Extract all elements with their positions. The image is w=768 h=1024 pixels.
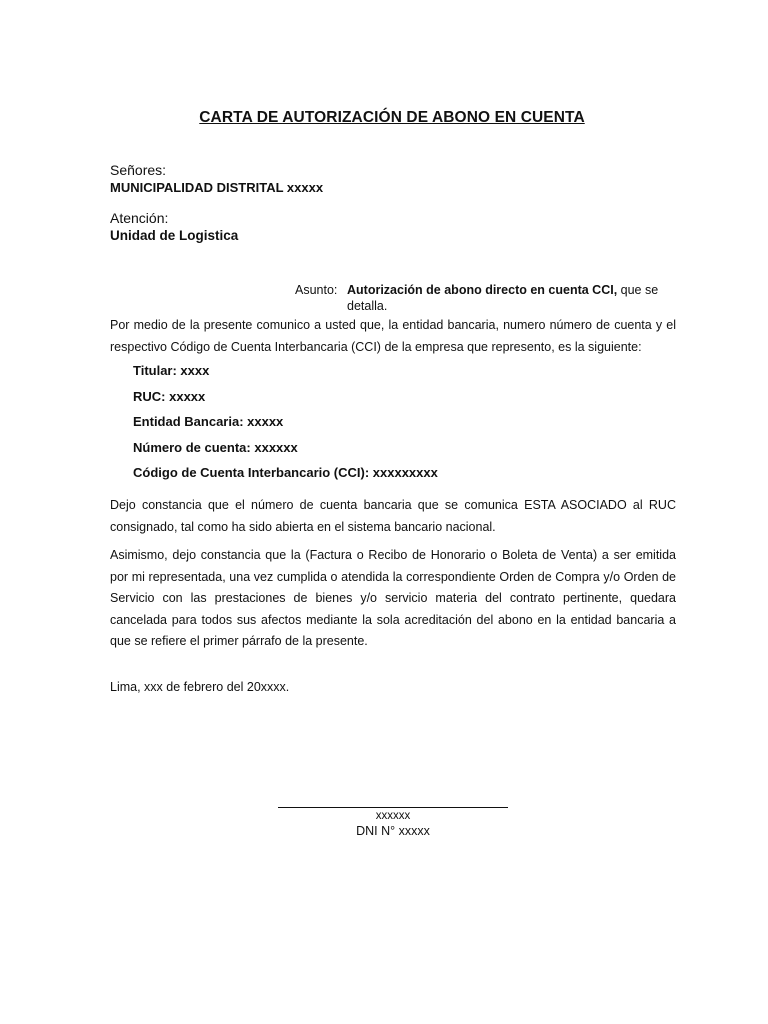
- detail-ruc: RUC: xxxxx: [133, 388, 206, 404]
- asunto-bold-text: Autorización de abono directo en cuenta CCI,: [347, 283, 618, 297]
- signature-line: [278, 807, 508, 808]
- asunto-rest-text: que se detalla.: [347, 283, 659, 313]
- account-details-list: [133, 362, 438, 490]
- senores-label: Señores:: [110, 162, 167, 178]
- ruc-paragraph: Dejo constancia que el número de cuenta bancaria que se comunica ESTA ASOCIADO al RUC consignado, tal como ha sido abierta en el sistema bancario nacional.: [110, 498, 676, 534]
- subject-row: [295, 282, 675, 314]
- recipient-block: [110, 161, 323, 197]
- asunto-value: [347, 282, 675, 314]
- atencion-value: Unidad de Logistica: [110, 228, 239, 243]
- detail-entidad-bancaria: Entidad Bancaria: xxxxx: [133, 414, 284, 429]
- letter-date: Lima, xxx de febrero del 20xxxx.: [110, 680, 290, 694]
- signature-dni: DNI N° xxxxx: [356, 824, 430, 838]
- signature-name: xxxxxx: [375, 810, 411, 822]
- attention-block: [110, 209, 238, 245]
- letter-title: CARTA DE AUTORIZACIÓN DE ABONO EN CUENTA: [199, 109, 585, 126]
- senores-value: MUNICIPALIDAD DISTRITAL xxxxx: [110, 180, 324, 195]
- billing-paragraph: Asimismo, dejo constancia que la (Factura o Recibo de Honorario o Boleta de Venta) a ser emitida por mi representada, una vez cumplida o atendida la correspondiente Orden de Compra y/o Orden de Servicio con las prestaciones de bienes y/o servicio materia del contrato pertinente, quedara cancelada para todos sus afectos mediante la sola acreditación del abono en la entidad bancaria a que se refiere el primer párrafo de la presente.: [110, 548, 676, 648]
- intro-paragraph: Por medio de la presente comunico a usted que, la entidad bancaria, numero número de cuenta y el respectivo Código de Cuenta Interbancaria (CCI) de la empresa que represento, es la siguiente:: [110, 318, 676, 354]
- asunto-label: Asunto:: [295, 283, 338, 297]
- atencion-label: Atención:: [110, 210, 169, 226]
- detail-titular: Titular: xxxx: [133, 363, 210, 378]
- detail-cci: Código de Cuenta Interbancario (CCI): xxxxxxxxx: [133, 465, 438, 480]
- detail-numero-cuenta: Número de cuenta: xxxxxx: [133, 439, 298, 455]
